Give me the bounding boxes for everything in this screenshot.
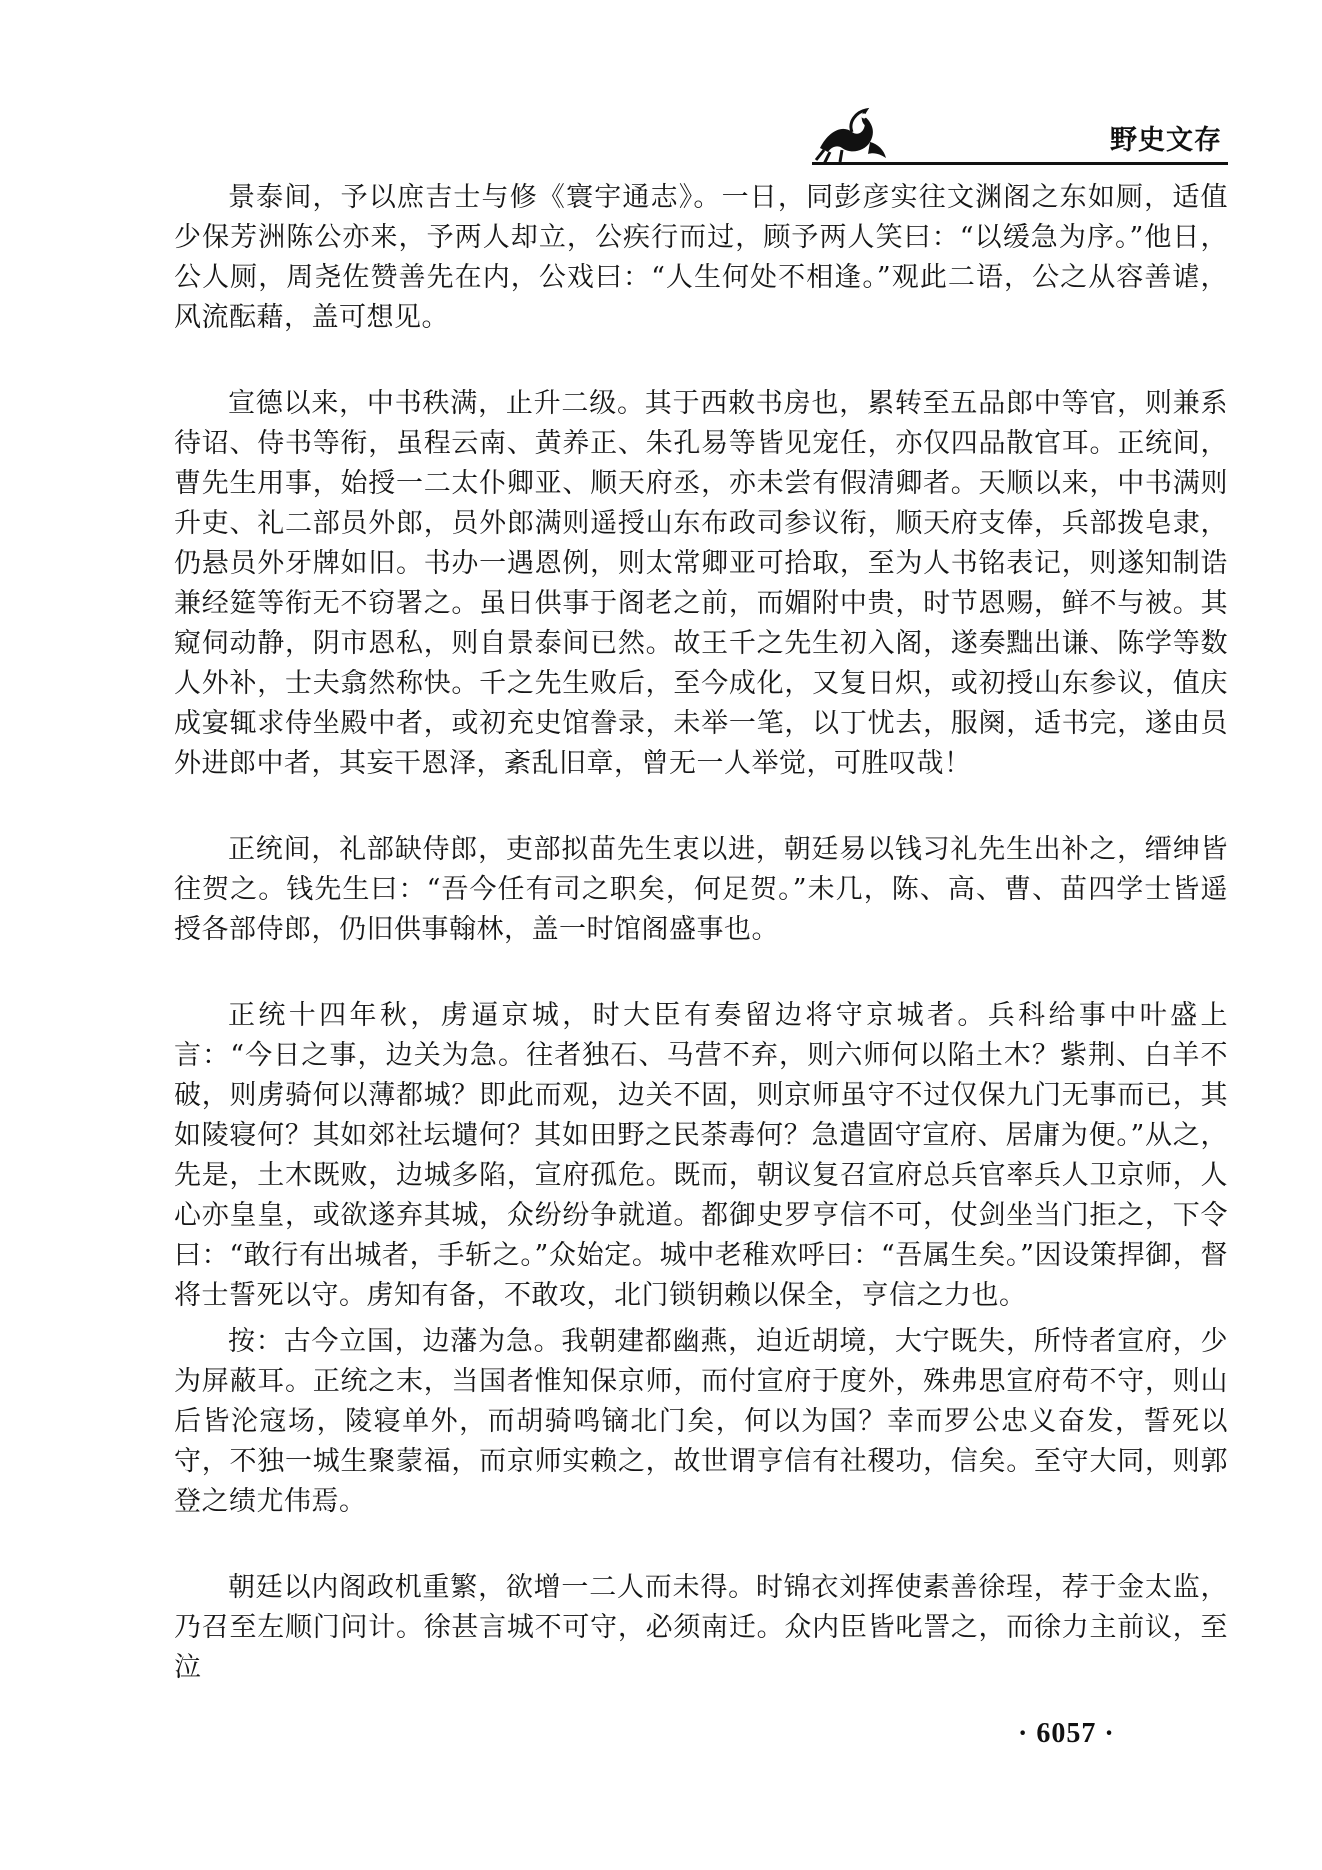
header-rule bbox=[812, 162, 1228, 165]
running-header bbox=[812, 96, 1228, 176]
page-number: · 6057 · bbox=[1018, 1718, 1115, 1749]
page-body bbox=[174, 178, 1228, 1688]
paragraph-6: 朝廷以内阁政机重繁，欲增一二人而未得。时锦衣刘挥使素善徐珵，荐于金太监，乃召至左顺门问计。徐甚言城不可守，必须南迁。众内臣皆叱詈之，而徐力主前议，至泣 bbox=[174, 1572, 1228, 1683]
paragraph-4: 正统十四年秋，虏逼京城，时大臣有奏留边将守京城者。兵科给事中叶盛上言：“今日之事，边关为急。往者独石、马营不弃，则六师何以陷土木？紫荆、白羊不破，则虏骑何以薄都城？即此而观，边关不固，则京师虽守不过仅保九门无事而已，其如陵寝何？其如郊社坛壝何？其如田野之民荼毒何？急遣固守宣府、居庸为便。”从之，先是，土木既败，边城多陷，宣府孤危。既而，朝议复召宣府总兵官率兵人卫京师，人心亦皇皇，或欲遂弃其城，众纷纷争就道。都御史罗亨信不可，仗剑坐当门拒之，下令曰：“敢行有出城者，手斩之。”众始定。城中老稚欢呼曰：“吾属生矣。”因设策捍御，督将士誓死以守。虏知有备，不敢攻，北门锁钥赖以保全，亨信之力也。 bbox=[174, 1000, 1228, 1311]
paragraph-2: 宣德以来，中书秩满，止升二级。其于西敕书房也，累转至五品郎中等官，则兼系待诏、侍书等衔，虽程云南、黄养正、朱孔易等皆见宠任，亦仅四品散官耳。正统间，曹先生用事，始授一二太仆卿亚、顺天府丞，亦未尝有假清卿者。天顺以来，中书满则升吏、礼二部员外郎，员外郎满则遥授山东布政司参议衔，顺天府支俸，兵部拨皂隶，仍悬员外牙牌如旧。书办一遇恩例，则太常卿亚可拾取，至为人书铭表记，则遂知制诰兼经筵等衔无不窃署之。虽日供事于阁老之前，而媚附中贵，时节恩赐，鲜不与被。其窥伺动静，阴市恩私，则自景泰间已然。故王千之先生初入阁，遂奏黜出谦、陈学等数人外补，士夫翕然称快。千之先生败后，至今成化，又复日炽，或初授山东参议，值庆成宴辄求侍坐殿中者，或初充史馆誊录，未举一笔，以丁忧去，服阕，适书完，遂由员外进郎中者，其妄干恩泽，紊乱旧章，曾无一人举觉，可胜叹哉！ bbox=[174, 388, 1228, 779]
section-title: 野史文存 bbox=[1110, 125, 1222, 156]
paragraph-3: 正统间，礼部缺侍郎，吏部拟苗先生衷以进，朝廷易以钱习礼先生出补之，缙绅皆往贺之。钱先生曰：“吾今任有司之职矣，何足贺。”未几，陈、高、曹、苗四学士皆遥授各部侍郎，仍旧供事翰林，盖一时馆阁盛事也。 bbox=[174, 834, 1228, 945]
paragraph-1: 景泰间，予以庶吉士与修《寰宇通志》。一日，同彭彦实往文渊阁之东如厕，适值少保芳洲陈公亦来，予两人却立，公疾行而过，顾予两人笑曰：“以缓急为序。”他日，公人厕，周尧佐赞善先在内，公戏曰：“人生何处不相逢。”观此二语，公之从容善谑，风流酝藉，盖可想见。 bbox=[174, 182, 1228, 333]
dragon-emblem-icon bbox=[812, 102, 892, 168]
commentary-paragraph: 按：古今立国，边藩为急。我朝建都幽燕，迫近胡境，大宁既失，所恃者宣府，少为屏蔽耳。正统之末，当国者惟知保京师，而付宣府于度外，殊弗思宣府苟不守，则山后皆沦寇场，陵寝单外，而胡骑鸣镝北门矣，何以为国？幸而罗公忠义奋发，誓死以守，不独一城生聚蒙福，而京师实赖之，故世谓亨信有社稷功，信矣。至守大同，则郭登之绩尤伟焉。 bbox=[174, 1326, 1228, 1517]
